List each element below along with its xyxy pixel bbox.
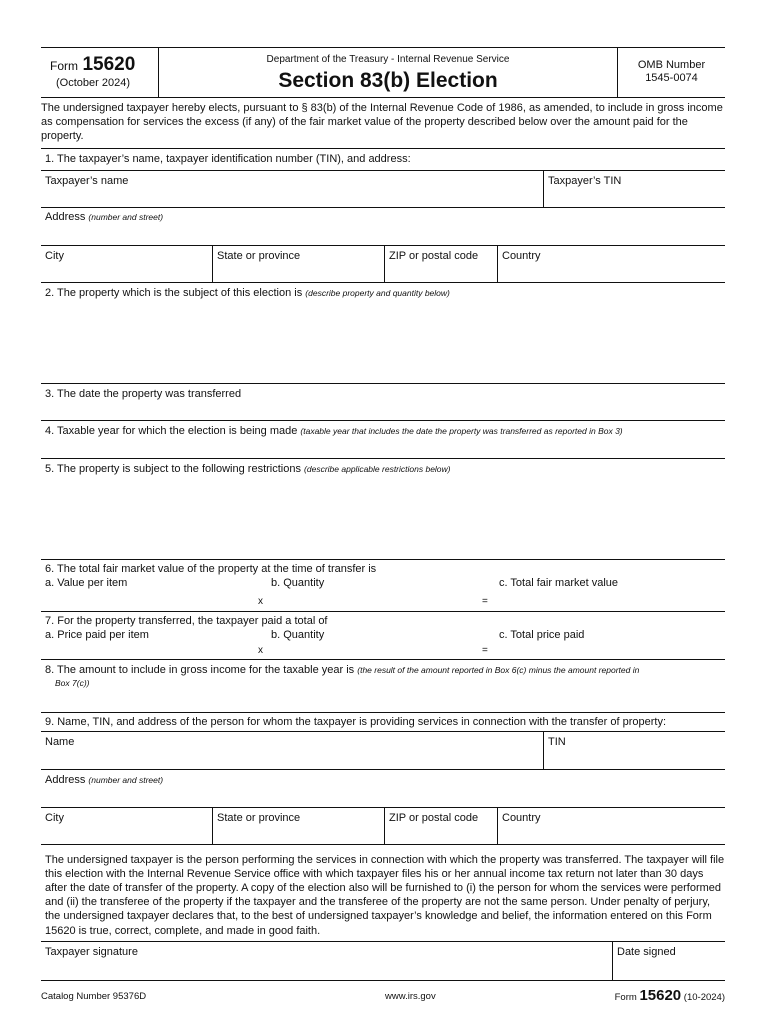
form-word: Form <box>50 59 78 73</box>
service-city-field[interactable] <box>41 808 212 844</box>
line-6-equals: = <box>482 595 488 607</box>
taxpayer-address-hint: (number and street) <box>88 211 164 222</box>
form-header <box>41 47 725 98</box>
service-city-row <box>41 808 725 845</box>
line-7-label: 7. For the property transferred, the taxpayer paid a total of <box>45 614 328 627</box>
line-6b-label: b. Quantity <box>271 576 325 589</box>
taxpayer-city-row <box>41 246 725 283</box>
date-signed-field[interactable] <box>612 942 725 980</box>
taxpayer-address-label: Address <box>45 210 86 223</box>
taxpayer-address-field[interactable] <box>41 208 725 245</box>
taxpayer-city-field[interactable] <box>41 246 212 282</box>
line-7-field[interactable] <box>41 612 725 660</box>
line-7-equals: = <box>482 644 488 656</box>
line-6c-label: c. Total fair market value <box>499 576 619 589</box>
taxpayer-name-label: Taxpayer’s name <box>45 174 129 187</box>
service-address-hint: (number and street) <box>88 774 164 785</box>
taxpayer-country-label: Country <box>502 249 541 262</box>
declaration-text: The undersigned taxpayer is the person performing the services in connection with which the property was transferred. The taxpayer will file this election with the Internal Revenue Service office with which taxpayer files his or her annual income tax return not later than 30 days after the date of transfer of the property. A copy of the election also will be furnished to (i) the person for whom the services were performed and (ii) the transferee of the property if the taxpayer and the transferee of the property are not the same person. Under penalty of perjury, the undersigned taxpayer declares that, to the best of undersigned taxpayer’s knowledge and belief, the information entered on this Form 15620 is true, correct, complete, and made in good faith. <box>41 845 725 942</box>
footer-rev-code: (10-2024) <box>683 991 725 1003</box>
line-6-label: 6. The total fair market value of the property at the time of transfer is <box>45 562 377 575</box>
line-4-field[interactable] <box>41 421 725 459</box>
signature-label: Taxpayer signature <box>45 945 138 958</box>
line-6-columns <box>45 577 725 589</box>
service-tin-field[interactable] <box>543 732 725 769</box>
form-id-box <box>41 48 159 97</box>
footer-form-number: 15620 <box>639 986 682 1004</box>
omb-box <box>617 48 725 97</box>
service-address-row <box>41 770 725 808</box>
line-9-text: 9. Name, TIN, and address of the person for whom the taxpayer is providing services in connection with the transfer of property: <box>45 715 666 728</box>
line-5-field[interactable] <box>41 459 725 560</box>
taxpayer-name-field[interactable] <box>41 171 543 207</box>
line-8-hint-cont: Box 7(c)) <box>55 677 90 688</box>
line-6a-label: a. Value per item <box>45 576 128 589</box>
service-name-field[interactable] <box>41 732 543 769</box>
taxpayer-tin-label: Taxpayer’s TIN <box>548 174 622 187</box>
line-6-field[interactable] <box>41 560 725 612</box>
line-4-hint: (taxable year that includes the date the property was transferred as reported in Box 3) <box>300 425 623 436</box>
taxpayer-tin-field[interactable] <box>543 171 725 207</box>
line-2-label: 2. The property which is the subject of this election is <box>45 286 303 299</box>
line-8-hint: (the result of the amount reported in Box 6(c) minus the amount reported in <box>357 664 640 675</box>
service-address-label: Address <box>45 773 86 786</box>
signature-row <box>41 942 725 981</box>
service-state-label: State or province <box>217 811 301 824</box>
service-name-label: Name <box>45 735 75 748</box>
service-zip-field[interactable] <box>384 808 497 844</box>
taxpayer-state-label: State or province <box>217 249 301 262</box>
line-1-text: 1. The taxpayer’s name, taxpayer identification number (TIN), and address: <box>45 152 411 165</box>
service-country-field[interactable] <box>497 808 725 844</box>
line-5-label: 5. The property is subject to the following restrictions <box>45 462 301 475</box>
line-8-field[interactable] <box>41 660 725 713</box>
form-number: 15620 <box>82 54 136 75</box>
taxpayer-zip-field[interactable] <box>384 246 497 282</box>
page-title: Section 83(b) Election <box>278 69 498 92</box>
catalog-number: Catalog Number 95376D <box>41 990 147 1002</box>
taxpayer-country-field[interactable] <box>497 246 725 282</box>
taxpayer-signature-field[interactable] <box>41 942 612 980</box>
date-signed-label: Date signed <box>617 945 676 958</box>
omb-number: 1545-0074 <box>645 72 698 84</box>
service-tin-label: TIN <box>548 735 566 748</box>
service-name-row <box>41 732 725 770</box>
line-3-field[interactable] <box>41 384 725 421</box>
taxpayer-state-field[interactable] <box>212 246 384 282</box>
footer-form-word: Form <box>614 991 637 1003</box>
omb-label: OMB Number <box>637 59 706 71</box>
taxpayer-address-row <box>41 208 725 246</box>
service-address-field[interactable] <box>41 770 725 807</box>
website: www.irs.gov <box>385 990 436 1002</box>
department: Department of the Treasury - Internal Revenue Service <box>266 54 510 65</box>
title-box <box>159 48 617 97</box>
service-state-field[interactable] <box>212 808 384 844</box>
line-4-label: 4. Taxable year for which the election is being made <box>45 424 298 437</box>
footer-form-id <box>615 987 725 1004</box>
taxpayer-name-row <box>41 171 725 208</box>
line-7-columns <box>45 629 725 641</box>
line-7c-label: c. Total price paid <box>499 628 585 641</box>
line-8-label: 8. The amount to include in gross income for the taxable year is <box>45 663 355 676</box>
line-9-label <box>41 713 725 732</box>
line-3-label: 3. The date the property was transferred <box>45 387 242 400</box>
line-7a-label: a. Price paid per item <box>45 628 149 641</box>
taxpayer-city-label: City <box>45 249 64 262</box>
line-2-hint: (describe property and quantity below) <box>305 287 450 298</box>
line-2-field[interactable] <box>41 283 725 384</box>
line-5-hint: (describe applicable restrictions below) <box>304 463 451 474</box>
intro-text: The undersigned taxpayer hereby elects, pursuant to § 83(b) of the Internal Revenue Code of 1986, as amended, to include in gross income as compensation for services the excess (if any) of the fair market value of the property described below over the amount paid for the property. <box>41 98 725 149</box>
service-country-label: Country <box>502 811 541 824</box>
line-1-label <box>41 149 725 171</box>
form-15620 <box>41 47 725 1004</box>
form-footer <box>41 981 725 1004</box>
line-6-times: x <box>258 595 263 607</box>
line-7-times: x <box>258 644 263 656</box>
service-zip-label: ZIP or postal code <box>389 811 479 824</box>
service-city-label: City <box>45 811 64 824</box>
taxpayer-zip-label: ZIP or postal code <box>389 249 479 262</box>
line-7b-label: b. Quantity <box>271 628 325 641</box>
revision-date: (October 2024) <box>56 77 130 89</box>
